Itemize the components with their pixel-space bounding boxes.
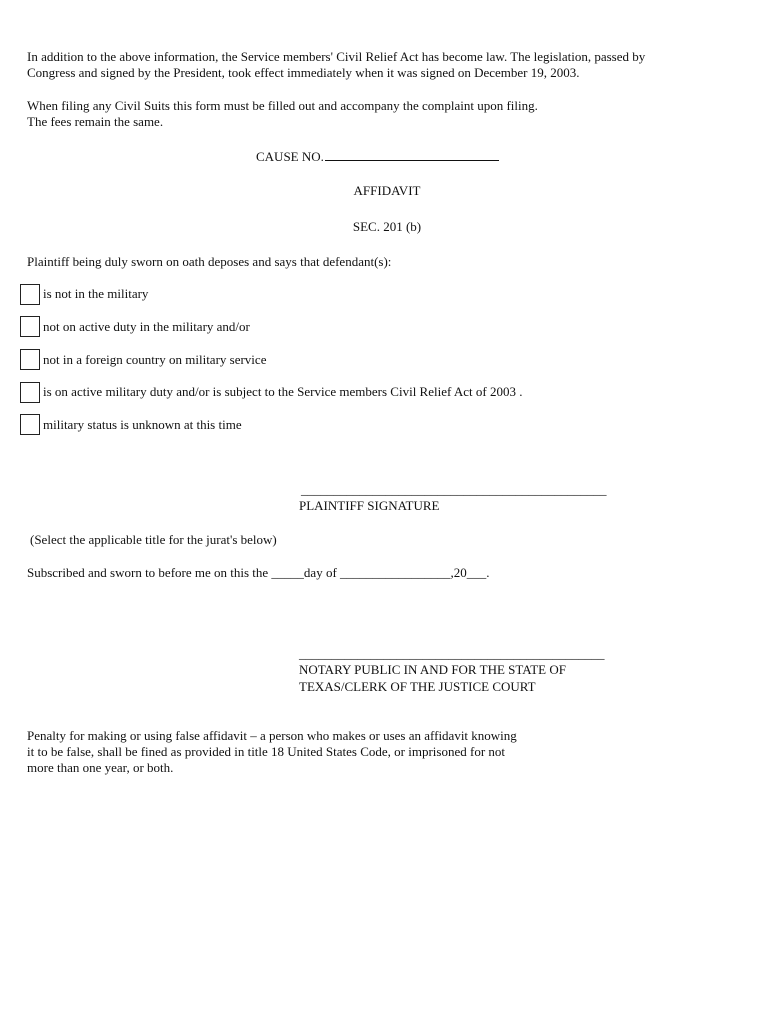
filing-line-1: When filing any Civil Suits this form must be filled out and accompany the complaint upon filing.	[27, 98, 538, 113]
notary-label-line-2: TEXAS/CLERK OF THE JUSTICE COURT	[299, 679, 536, 694]
notary-signature-line[interactable]: _______________________________________________	[299, 646, 605, 661]
filing-line-2: The fees remain the same.	[27, 114, 164, 129]
checkbox-status-unknown[interactable]	[20, 414, 40, 435]
cause-number	[256, 147, 499, 165]
intro-line-1: In addition to the above information, the Service members' Civil Relief Act has become law. The legislation, passed by	[27, 49, 646, 64]
checkbox-on-active-duty[interactable]	[20, 382, 40, 403]
affidavit-title	[0, 183, 770, 199]
affidavit-title-text: AFFIDAVIT	[353, 183, 421, 198]
intro-line-2: Congress and signed by the President, took effect immediately when it was signed on December 19, 2003.	[27, 65, 580, 80]
section-reference	[0, 219, 770, 235]
cause-label: CAUSE NO.	[256, 149, 324, 164]
option-label-on-active-duty: is on active military duty and/or is subject to the Service members Civil Relief Act of 2003 .	[43, 384, 523, 399]
checkbox-not-in-military[interactable]	[20, 284, 40, 305]
jurat-note: (Select the applicable title for the jurat's below)	[30, 532, 277, 547]
option-label-not-on-active-duty: not on active duty in the military and/or	[43, 319, 250, 334]
plaintiff-signature-label: PLAINTIFF SIGNATURE	[299, 498, 440, 513]
penalty-line-2: it to be false, shall be fined as provided in title 18 United States Code, or imprisoned for not	[27, 744, 506, 759]
penalty-line-1: Penalty for making or using false affidavit – a person who makes or uses an affidavit knowing	[27, 728, 517, 743]
option-label-status-unknown: military status is unknown at this time	[43, 417, 242, 432]
checkbox-not-in-foreign-country[interactable]	[20, 349, 40, 370]
option-label-not-in-military: is not in the military	[43, 286, 149, 301]
checkbox-not-on-active-duty[interactable]	[20, 316, 40, 337]
plaintiff-signature-line[interactable]: _______________________________________________	[301, 482, 607, 497]
option-label-not-in-foreign-country: not in a foreign country on military service	[43, 352, 267, 367]
intro-paragraph	[27, 49, 645, 81]
cause-number-blank[interactable]	[325, 147, 499, 161]
filing-paragraph	[27, 98, 538, 130]
section-text: SEC. 201 (b)	[352, 219, 422, 234]
penalty-paragraph	[27, 728, 517, 776]
penalty-line-3: more than one year, or both.	[27, 760, 174, 775]
notary-label-line-1: NOTARY PUBLIC IN AND FOR THE STATE OF	[299, 662, 566, 677]
deposes-statement: Plaintiff being duly sworn on oath deposes and says that defendant(s):	[27, 254, 392, 269]
subscribed-statement: Subscribed and sworn to before me on this the _____day of _________________,20___.	[27, 565, 490, 580]
